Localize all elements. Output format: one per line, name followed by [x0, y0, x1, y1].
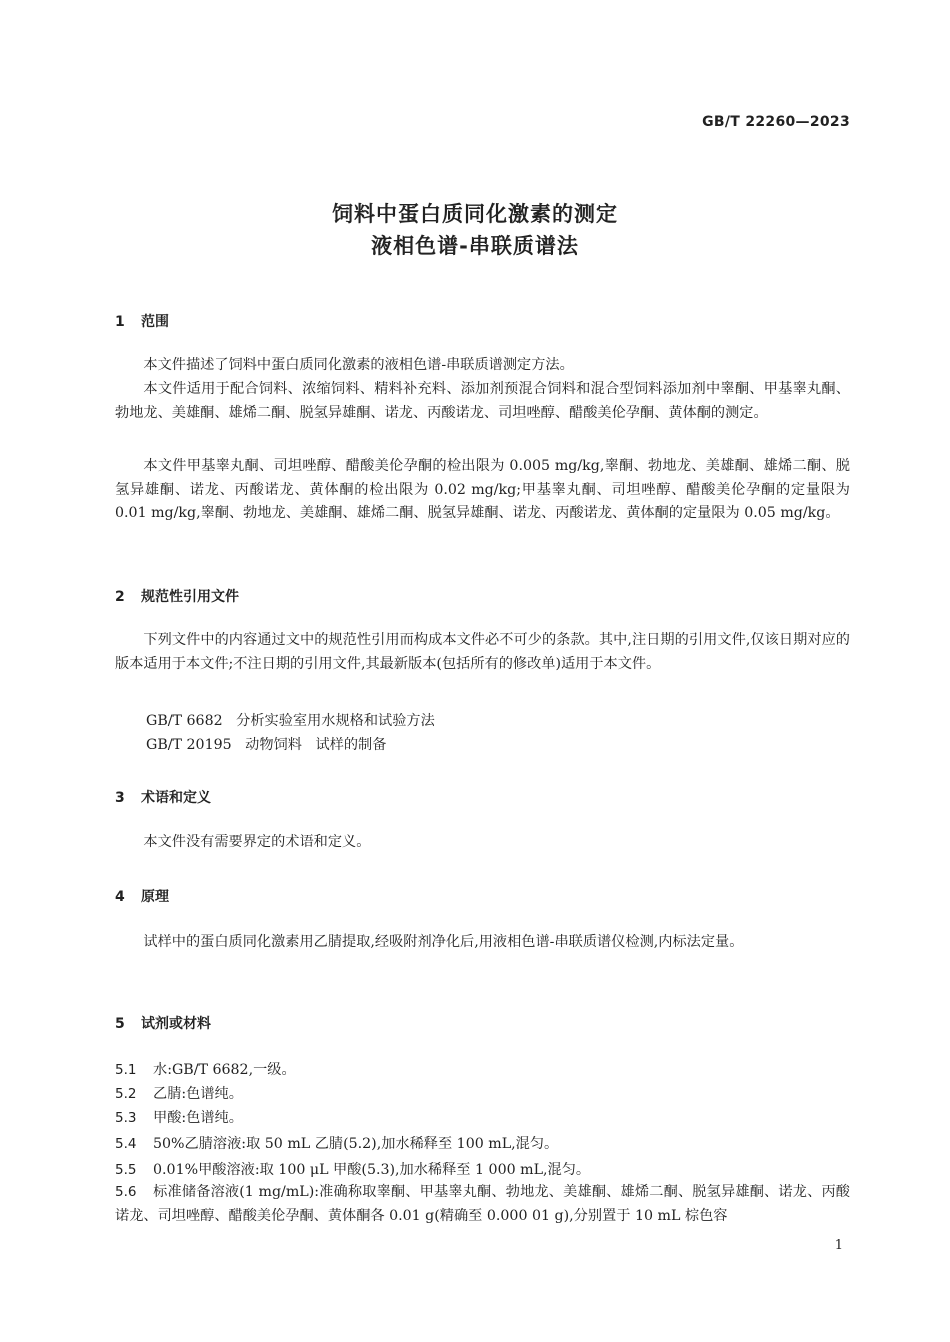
section-number: 5 — [115, 1016, 125, 1032]
item-text: 0.01%甲酸溶液:取 100 μL 甲酸(5.3),加水稀释至 1 000 mL,混匀。 — [153, 1162, 591, 1178]
list-item — [115, 1083, 243, 1103]
page-number: 1 — [834, 1238, 843, 1253]
section-title: 规范性引用文件 — [141, 589, 239, 605]
section-1-paragraph-2: 本文件适用于配合饲料、浓缩饲料、精料补充料、添加剂预混合饲料和混合型饲料添加剂中睾酮、甲基睾丸酮、勃地龙、美雄酮、雄烯二酮、脱氢异雄酮、诺龙、丙酸诺龙、司坦唑醇、醋酸美伦孕酮、黄体酮的测定。 — [115, 381, 850, 421]
item-number: 5.4 — [115, 1136, 137, 1152]
item-number: 5.3 — [115, 1110, 137, 1126]
section-5-heading — [115, 1013, 211, 1033]
list-item — [115, 1181, 850, 1228]
document-title-line2: 液相色谱-串联质谱法 — [371, 234, 579, 258]
standard-number: GB/T 22260—2023 — [702, 114, 850, 130]
section-title: 原理 — [141, 889, 169, 905]
item-number: 5.1 — [115, 1062, 137, 1078]
section-3-paragraph-1: 本文件没有需要界定的术语和定义。 — [143, 834, 371, 850]
normative-reference-2: GB/T 20195 动物饲料 试样的制备 — [146, 737, 387, 753]
section-2-heading — [115, 586, 239, 606]
list-item — [115, 1107, 243, 1127]
item-number: 5.2 — [115, 1086, 137, 1102]
section-number: 4 — [115, 889, 125, 905]
section-1-paragraph-3: 本文件甲基睾丸酮、司坦唑醇、醋酸美伦孕酮的检出限为 0.005 mg/kg,睾酮、勃地龙、美雄酮、雄烯二酮、脱氢异雄酮、诺龙、丙酸诺龙、黄体酮的检出限为 0.02 mg/kg;甲基睾丸酮、司坦唑醇、醋酸美伦孕酮的定量限为 0.01 mg/kg,睾酮、勃地龙、美雄酮、雄烯二酮、脱氢异雄酮、诺龙、丙酸诺龙、黄体酮的定量限为 0.05 mg/kg。 — [115, 458, 850, 521]
normative-reference-1: GB/T 6682 分析实验室用水规格和试验方法 — [146, 713, 435, 729]
list-item — [115, 1133, 558, 1153]
item-text: 水:GB/T 6682,一级。 — [153, 1062, 296, 1078]
section-title: 试剂或材料 — [141, 1016, 211, 1032]
list-item — [115, 1059, 296, 1079]
document-title-line1: 饲料中蛋白质同化激素的测定 — [332, 202, 618, 226]
section-4-heading — [115, 886, 169, 906]
section-4-paragraph-1: 试样中的蛋白质同化激素用乙腈提取,经吸附剂净化后,用液相色谱-串联质谱仪检测,内标法定量。 — [143, 934, 744, 950]
item-text: 乙腈:色谱纯。 — [153, 1086, 243, 1102]
section-1-heading — [115, 311, 169, 331]
list-item — [115, 1159, 590, 1179]
section-2-paragraph-1: 下列文件中的内容通过文中的规范性引用而构成本文件必不可少的条款。其中,注日期的引用文件,仅该日期对应的版本适用于本文件;不注日期的引用文件,其最新版本(包括所有的修改单)适用于本文件。 — [115, 632, 850, 672]
section-title: 范围 — [141, 314, 169, 330]
item-number: 5.6 — [115, 1184, 137, 1200]
item-text: 50%乙腈溶液:取 50 mL 乙腈(5.2),加水稀释至 100 mL,混匀。 — [153, 1136, 559, 1152]
section-1-paragraph-1: 本文件描述了饲料中蛋白质同化激素的液相色谱-串联质谱测定方法。 — [143, 357, 574, 373]
section-number: 1 — [115, 314, 125, 330]
section-title: 术语和定义 — [141, 790, 211, 806]
section-3-heading — [115, 787, 211, 807]
item-text: 甲酸:色谱纯。 — [153, 1110, 243, 1126]
item-text: 标准储备溶液(1 mg/mL):准确称取睾酮、甲基睾丸酮、勃地龙、美雄酮、雄烯二酮、脱氢异雄酮、诺龙、丙酸诺龙、司坦唑醇、醋酸美伦孕酮、黄体酮各 0.01 g(精确至 0.000 01 g),分别置于 10 mL 棕色容 — [115, 1184, 850, 1224]
section-number: 2 — [115, 589, 125, 605]
section-number: 3 — [115, 790, 125, 806]
item-number: 5.5 — [115, 1162, 137, 1178]
